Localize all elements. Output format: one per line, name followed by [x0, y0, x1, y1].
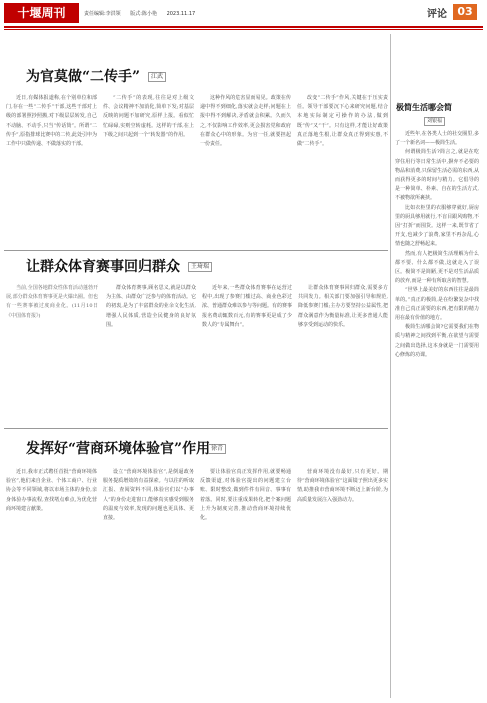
article2-byline: 王琦瑞 — [188, 262, 212, 272]
article1-column: 这种作风的危害显而易见。政策在传递中得不到细化,落实就会走样;问题在上报中得不到解决,矛盾就会积累。久而久之,不仅影响工作效率,更会损害党和政府在群众心中的形象。为官一任,就要担起一份责任。 — [200, 95, 291, 148]
article3-column: 营商环境没有最好,只有更好。期待“营商环境体验官”这面镜子照出更多实情,助推我市营商环境不断迈上新台阶,为高质量发展注入强劲动力。 — [297, 469, 388, 503]
issue-date: 2023.11.17 — [166, 11, 196, 17]
article1-column: “二传手”的表现,往往是对上级文件、会议精神不加消化,简单下发;对基层反映的问题不加研究,原样上报。看似忙忙碌碌,实则空转虚耗。这样的干部,在上下级之间只起到一个“转发器”的作用。 — [103, 95, 194, 138]
sidebar-body: 近些年,在各类人士的社交圈里,多了一个新名词——极简生活。 何谓极简生活?简言之,就是在吃穿住用行等日常生活中,摒弃不必要的物品和消费,只保留生活必需的东西,从而获得更多的时间与精力。它倡导的是一种简单、朴素、自在的生活方式,不被物欲所裹挟。 比如衣柜里的衣服够穿就好,厨房里的厨具够用就行,不盲目跟风购物,不因“打折”而囤货。这样一来,既节省了开支,也减少了浪费,家里不再杂乱,心情也随之舒畅起来。 然而,有人把极简生活理解为什么都不要、什么都不做,这就走入了误区。极简不是简陋,更不是对生活品质的放弃,而是一种有所取舍的智慧。 “世界上最美好的东西往往是最简单的。”真正的极简,是在纷繁复杂中找准自己真正需要的东西,把有限的精力用在最有价值的地方。 极简生活哪会简?它需要我们在物质与精神之间找到平衡,在欲望与需要之间做出选择,这本身就是一门需要用心修炼的功课。 — [395, 131, 479, 358]
page-header — [0, 0, 487, 26]
article3-column: 设立“营商环境体验官”,是倒逼政务服务提质增效的有益探索。与以往的听取汇报、查阅资料不同,体验官们以“办事人”的身份走进窗口,能够真实感受到服务的温度与效率,发现的问题也更具体、更直接。 — [103, 469, 194, 522]
divider — [4, 428, 388, 429]
masthead: 十堰周刊 — [4, 3, 79, 23]
sidebar-byline: 刘银福 — [424, 117, 445, 126]
page-number: 03 — [453, 4, 477, 20]
header-credits — [84, 10, 203, 17]
sidebar-divider — [390, 34, 391, 698]
header-rule — [4, 26, 483, 28]
article3-title: 发挥好“营商环境体验官”作用 — [26, 441, 211, 457]
divider — [4, 250, 388, 251]
article2-column: 近年来,一些群众体育赛事在运营过程中,出现了参赛门槛过高、商业色彩过浓、普通群众难以参与等问题。有的赛事报名费动辄数百元,有的赛事更是成了少数人的“专属舞台”。 — [202, 285, 292, 328]
article2-column: 群众体育赛事,顾名思义,就是以群众为主体、由群众广泛参与的体育活动。它的初衷,是为了丰富群众的业余文化生活,增强人民体质,营造全民健身的良好氛围。 — [106, 285, 196, 328]
article2-column: 让群众体育赛事回归群众,需要多方共同发力。相关部门要加强引导和规范,降低参赛门槛;主办方要坚持公益属性,把群众满意作为衡量标准,让更多普通人能够享受到运动的快乐。 — [298, 285, 388, 328]
sidebar-title: 极简生活哪会简 — [396, 102, 452, 112]
article1-body — [6, 94, 388, 244]
article1-column: 改变“二传手”作风,关键在于压实责任。领导干部要沉下心来研究问题,结合本地实际制定可操作的办法,做到既“传”又“干”。只有这样,才能让好政策真正落地生根,让群众真正得到实惠,不做“二传手”。 — [297, 95, 388, 148]
header-rule-thin — [4, 29, 483, 30]
article1-title: 为官莫做“二传手” — [26, 69, 141, 85]
article3-byline: 徐青 — [208, 444, 226, 454]
article2-lead: 当前,全国各地群众性体育活动蓬勃开展,部分群众体育赛事更是火爆出圈。但也有一些赛事被过度商业化。(11月10日《中国体育报》) — [6, 285, 98, 319]
designer-credit: 版式:陈小艳 — [130, 11, 157, 17]
editor-credit: 责任编辑:李洪领 — [84, 11, 121, 17]
article3-column: 近日,我市正式聘任首批“营商环境体验官”,他们来自企业、个体工商户、行业协会等不同领域,将以市场主体的身份,亲身体验办事流程,查找堵点难点,为优化营商环境建言献策。 — [6, 469, 97, 512]
article2-body — [106, 284, 388, 416]
article1-byline: 江武 — [148, 72, 166, 82]
article2-title: 让群众体育赛事回归群众 — [26, 259, 180, 275]
article3-body — [6, 468, 388, 696]
article3-column: 要让体验官真正发挥作用,就要畅通反馈渠道,对体验官提出的问题建立台账、限时整改,做到件件有回音、事事有着落。同时,要注重成果转化,把个案问题上升为制度完善,推动营商环境持续优化。 — [200, 469, 291, 522]
section-label: 评论 — [427, 9, 447, 20]
article1-column: 近日,有媒体报道称,在个别单位和部门,存在一些“二传手”干部,这些干部对上级的部署照抄照搬,对下级层层转发,自己不动脑、不动手,只当“传话筒”。所谓“二传手”,原指排球比赛中的二传,此处引申为工作中只做传递、不做落实的干部。 — [6, 95, 97, 148]
